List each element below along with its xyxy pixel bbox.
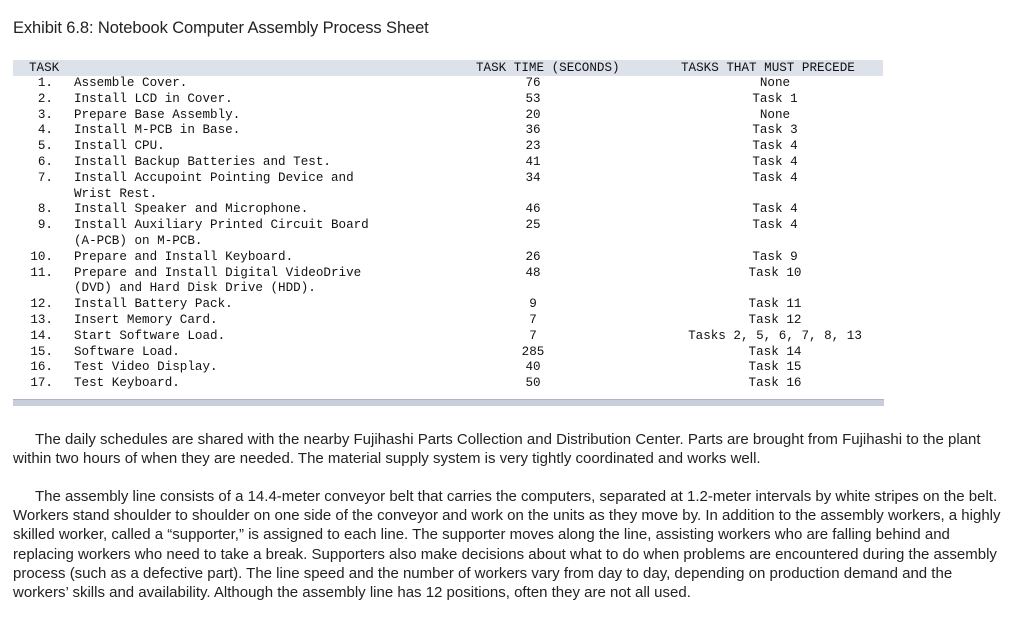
task-number: 16. bbox=[30, 360, 53, 375]
task-number: 13. bbox=[30, 312, 53, 327]
task-description: Software Load. bbox=[74, 344, 180, 359]
table-row bbox=[13, 218, 883, 250]
task-description: Install Speaker and Microphone. bbox=[74, 202, 309, 217]
task-description: Wrist Rest. bbox=[74, 186, 158, 201]
task-description: Assemble Cover. bbox=[74, 76, 188, 90]
task-predecessors: Task 1 bbox=[752, 91, 798, 106]
paragraph-assembly-line-text: The assembly line consists of a 14.4-meter conveyor belt that carries the computers, separated at 1.2-meter intervals by white stripes on the belt. Workers stand shoulder to shoulder on one side of the conveyor and work on the units as they move by. In addition to the assembly workers, a highly skilled worker, called a “supporter,” is assigned to each line. The supporter moves along the line, assisting workers who are falling behind and replacing workers who need to take a break. Supporters also make decisions about what to do when problems are encountered during the assembly process (such as a defective part). The line speed and the number of workers vary from day to day, depending on production demand and the workers’ skills and availability. Although the assembly line has 12 positions, often they are not all used. bbox=[13, 488, 1001, 602]
task-predecessors: Task 4 bbox=[752, 139, 798, 154]
task-description: Prepare and Install Keyboard. bbox=[74, 249, 294, 264]
task-time: 7 bbox=[529, 312, 537, 327]
task-time: 23 bbox=[525, 139, 541, 154]
task-time: 50 bbox=[525, 376, 541, 391]
task-time: 36 bbox=[525, 123, 541, 138]
task-number: 6. bbox=[37, 154, 53, 169]
task-time: 76 bbox=[525, 76, 541, 90]
task-time: 20 bbox=[525, 107, 541, 122]
task-predecessors: Task 4 bbox=[752, 170, 798, 185]
task-predecessors: Task 15 bbox=[748, 360, 802, 375]
task-description: Install Battery Pack. bbox=[74, 297, 233, 312]
task-time: 9 bbox=[529, 297, 537, 312]
task-description: Prepare Base Assembly. bbox=[74, 107, 241, 122]
task-description: Start Software Load. bbox=[74, 328, 226, 343]
table-row bbox=[13, 250, 883, 266]
task-time: 285 bbox=[521, 344, 545, 359]
task-number: 7. bbox=[37, 170, 53, 185]
table-header bbox=[13, 60, 883, 76]
table-row bbox=[13, 297, 883, 313]
task-time: 34 bbox=[525, 170, 541, 185]
table-row bbox=[13, 92, 883, 108]
task-description: Test Keyboard. bbox=[74, 376, 180, 391]
task-predecessors: Task 4 bbox=[752, 202, 798, 217]
paragraph-supply-text: The daily schedules are shared with the nearby Fujihashi Parts Collection and Distribution Center. Parts are brought from Fujihashi to the plant within two hours of when they are needed. The material supply system is very tightly coordinated and works well. bbox=[13, 431, 981, 468]
table-row bbox=[13, 345, 883, 361]
task-predecessors: None bbox=[759, 76, 791, 90]
task-number: 1. bbox=[37, 76, 53, 90]
table-row bbox=[13, 108, 883, 124]
task-time: 46 bbox=[525, 202, 541, 217]
exhibit-title: Exhibit 6.8: Notebook Computer Assembly Process Sheet bbox=[13, 19, 429, 37]
task-predecessors: None bbox=[759, 107, 791, 122]
assembly-process-table bbox=[13, 60, 884, 406]
table-row bbox=[13, 155, 883, 171]
task-predecessors: Task 12 bbox=[748, 312, 802, 327]
table-row bbox=[13, 376, 883, 392]
table-row bbox=[13, 76, 883, 92]
task-description: Test Video Display. bbox=[74, 360, 218, 375]
task-description: Install Auxiliary Printed Circuit Board bbox=[74, 218, 369, 233]
table-row bbox=[13, 123, 883, 139]
task-time: 48 bbox=[525, 265, 541, 280]
table-row bbox=[13, 360, 883, 376]
task-description: Install LCD in Cover. bbox=[74, 91, 233, 106]
task-predecessors: Task 3 bbox=[752, 123, 798, 138]
paragraph-supply bbox=[13, 430, 1009, 468]
task-number: 8. bbox=[37, 202, 53, 217]
task-number: 10. bbox=[30, 249, 53, 264]
task-predecessors: Task 14 bbox=[748, 344, 802, 359]
table-row bbox=[13, 202, 883, 218]
task-number: 3. bbox=[37, 107, 53, 122]
task-time: 7 bbox=[529, 328, 537, 343]
task-description: Install Accupoint Pointing Device and bbox=[74, 170, 354, 185]
task-predecessors: Task 4 bbox=[752, 154, 798, 169]
table-row bbox=[13, 266, 883, 298]
task-description: (A-PCB) on M-PCB. bbox=[74, 233, 203, 248]
task-predecessors: Tasks 2, 5, 6, 7, 8, 13 bbox=[688, 328, 862, 343]
table-row bbox=[13, 171, 883, 203]
task-number: 2. bbox=[37, 91, 53, 106]
header-task: TASK bbox=[29, 61, 60, 75]
task-description: Install Backup Batteries and Test. bbox=[74, 154, 331, 169]
task-number: 4. bbox=[37, 123, 53, 138]
table-bottom-scrollbar bbox=[13, 399, 884, 406]
table-row bbox=[13, 329, 883, 345]
paragraph-assembly-line bbox=[13, 487, 1009, 602]
task-description: (DVD) and Hard Disk Drive (HDD). bbox=[74, 281, 316, 296]
task-time: 40 bbox=[525, 360, 541, 375]
task-number: 12. bbox=[30, 297, 53, 312]
task-description: Install CPU. bbox=[74, 139, 165, 154]
header-task-time: TASK TIME (SECONDS) bbox=[476, 61, 620, 75]
task-predecessors: Task 4 bbox=[752, 218, 798, 233]
task-time: 25 bbox=[525, 218, 541, 233]
task-number: 15. bbox=[30, 344, 53, 359]
table-row bbox=[13, 313, 883, 329]
table-body bbox=[13, 76, 883, 392]
task-predecessors: Task 9 bbox=[752, 249, 798, 264]
task-description: Install M-PCB in Base. bbox=[74, 123, 241, 138]
task-predecessors: Task 11 bbox=[748, 297, 802, 312]
task-number: 14. bbox=[30, 328, 53, 343]
task-number: 9. bbox=[37, 218, 53, 233]
header-tasks-precede: TASKS THAT MUST PRECEDE bbox=[681, 61, 855, 75]
task-number: 11. bbox=[30, 265, 53, 280]
task-time: 53 bbox=[525, 91, 541, 106]
table-row bbox=[13, 139, 883, 155]
task-description: Insert Memory Card. bbox=[74, 312, 218, 327]
task-description: Prepare and Install Digital VideoDrive bbox=[74, 265, 362, 280]
task-time: 41 bbox=[525, 154, 541, 169]
task-time: 26 bbox=[525, 249, 541, 264]
task-number: 5. bbox=[37, 139, 53, 154]
task-predecessors: Task 16 bbox=[748, 376, 802, 391]
task-predecessors: Task 10 bbox=[748, 265, 802, 280]
task-number: 17. bbox=[30, 376, 53, 391]
